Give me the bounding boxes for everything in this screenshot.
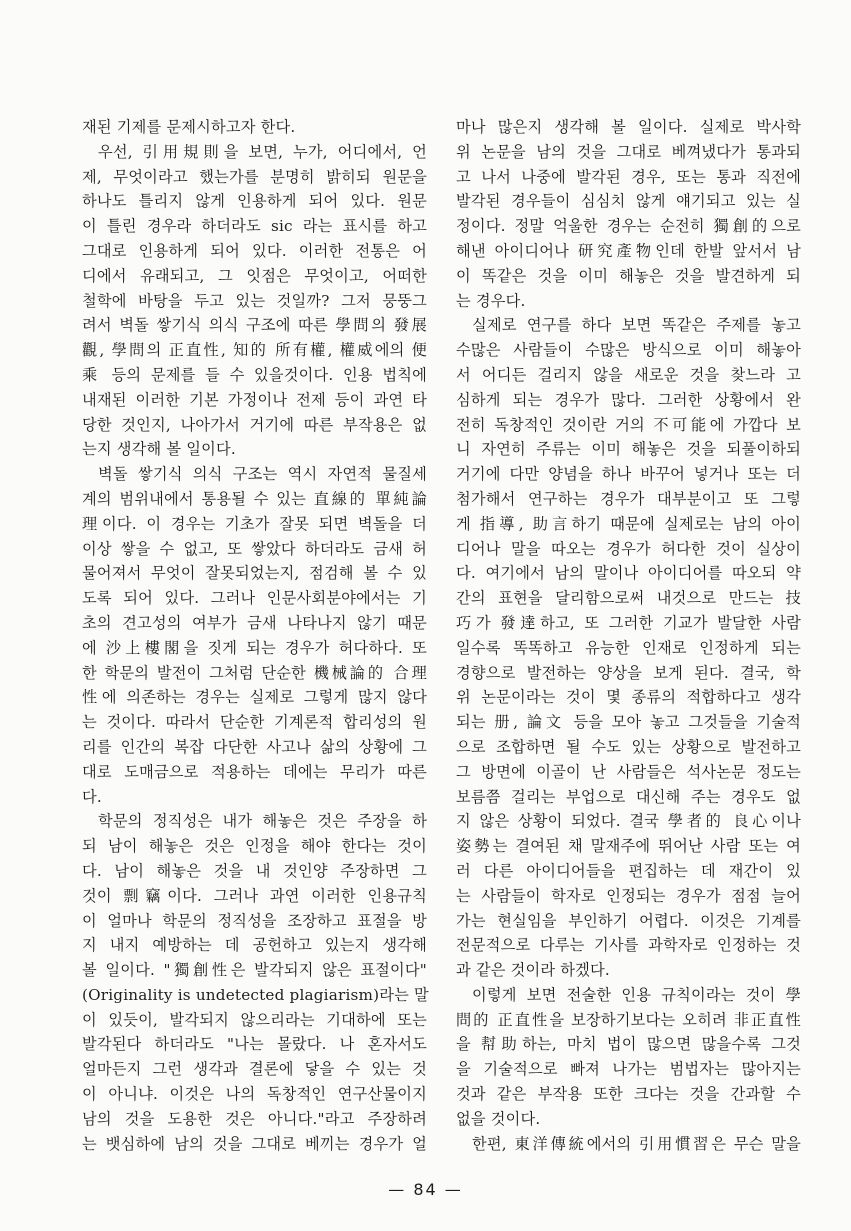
text-line: 간의 표현을 달리함으로써 내것으로 만드는 技 bbox=[456, 589, 801, 608]
text-line: 내재된 이러한 기본 가정이나 전제 등이 과연 타 bbox=[82, 390, 427, 409]
text-line: 수많은 사람들이 수많은 방식으로 이미 해놓아 bbox=[456, 341, 801, 360]
text-line: 가는 현실임을 부인하기 어렵다. 이것은 기계를 bbox=[456, 911, 801, 930]
text-line: 되 남이 해놓은 것은 인정을 해야 한다는 것이 bbox=[82, 837, 427, 856]
text-line: 으로 조합하면 될 수도 있는 상황으로 발전하고 bbox=[456, 737, 801, 756]
text-line: 는 것이다. 따라서 단순한 기계론적 합리성의 원 bbox=[82, 713, 427, 732]
text-line: 을 幇助하는, 마치 법이 많으면 많을수록 그것 bbox=[456, 1035, 801, 1054]
text-line: 남의 것을 도용한 것은 아니다."라고 주장하려 bbox=[82, 1109, 427, 1128]
text-line: 이 똑같은 것을 이미 해놓은 것을 발견하게 되 bbox=[456, 266, 801, 285]
text-line: 그 방면에 이골이 난 사람들은 석사논문 정도는 bbox=[456, 762, 801, 781]
text-line: 한 학문의 발전이 그처럼 단순한 機械論的 合理 bbox=[82, 663, 427, 682]
text-line: 理이다. 이 경우는 기초가 잘못 되면 벽돌을 더 bbox=[82, 514, 427, 533]
text-line: 는 경우다. bbox=[456, 291, 526, 310]
text-line: 우선, 引用規則을 보면, 누가, 어디에서, 언 bbox=[98, 142, 427, 161]
text-line: 을 기술적으로 빠져 나가는 범법자는 많아지는 bbox=[456, 1060, 801, 1079]
text-line: 첨가해서 연구하는 경우가 대부분이고 또 그렇 bbox=[456, 489, 801, 508]
text-line: 벽돌 쌓기식 의식 구조는 역시 자연적 물질세 bbox=[98, 465, 427, 484]
text-line: 되는 册, 論文 등을 모아 놓고 그것들을 기술적 bbox=[456, 713, 801, 732]
text-line: (Originality is undetected plagiarism)라는 말 bbox=[82, 985, 429, 1004]
text-line: 당한 것인지, 나아가서 거기에 따른 부작용은 없 bbox=[82, 415, 427, 434]
text-line: 볼 일이다. "獨創性은 발각되지 않은 표절이다" bbox=[82, 961, 427, 980]
right-text-column bbox=[456, 115, 801, 1156]
text-line: 姿勢는 결여된 채 말재주에 뛰어난 사람 또는 여 bbox=[456, 837, 801, 856]
text-line: 고 나서 나중에 발각된 경우, 또는 통과 직전에 bbox=[456, 167, 801, 186]
text-line: 는 사람들이 학자로 인정되는 경우가 점점 늘어 bbox=[456, 886, 801, 905]
text-line: 려서 벽돌 쌓기식 의식 구조에 따른 學問의 發展 bbox=[82, 316, 427, 335]
text-line: 물어져서 무엇이 잘못되었는지, 점검해 볼 수 있 bbox=[82, 564, 427, 583]
text-line: 問的 正直性을 보장하기보다는 오히려 非正直性 bbox=[456, 1010, 801, 1029]
text-line: 서 어디든 걸리지 않을 새로운 것을 찾느라 고 bbox=[456, 365, 801, 384]
text-line: 한편, 東洋傳統에서의 引用慣習은 무슨 말을 bbox=[472, 1134, 801, 1153]
text-line: 이렇게 보면 전술한 인용 규칙이라는 것이 學 bbox=[472, 985, 801, 1004]
text-line: 게 指導, 助言하기 때문에 실제로는 남의 아이 bbox=[456, 514, 801, 533]
text-line: 거기에 다만 양념을 하나 바꾸어 넣거나 또는 더 bbox=[456, 465, 801, 484]
text-line: 것이 剽竊이다. 그러나 과연 이러한 인용규칙 bbox=[82, 886, 427, 905]
text-line: 얼마든지 그런 생각과 결론에 닿을 수 있는 것 bbox=[82, 1060, 427, 1079]
text-line: 디어나 말을 따오는 경우가 허다한 것이 실상이 bbox=[456, 539, 801, 558]
text-line: 하나도 틀리지 않게 인용하게 되어 있다. 원문 bbox=[82, 192, 427, 211]
text-line: 전히 독창적인 것이란 거의 不可能에 가깝다 보 bbox=[456, 415, 801, 434]
text-line: 없을 것이다. bbox=[456, 1109, 541, 1128]
text-line: 디에서 유래되고, 그 잇점은 무엇이고, 어떠한 bbox=[82, 266, 427, 285]
text-line: 러 다른 아이디어들을 편집하는 데 재간이 있 bbox=[456, 861, 801, 880]
text-line: 도록 되어 있다. 그러나 인문사회분야에서는 기 bbox=[82, 589, 427, 608]
text-line: 대로 도매금으로 적용하는 데에는 무리가 따른 bbox=[82, 762, 427, 781]
text-line: 발각된 경우들이 심심치 않게 얘기되고 있는 실 bbox=[456, 192, 801, 211]
text-line: 초의 견고성의 여부가 금새 나타나지 않기 때문 bbox=[82, 613, 427, 632]
text-line: 일수록 똑똑하고 유능한 인재로 인정하게 되는 bbox=[456, 638, 801, 657]
text-line: 이상 쌓을 수 없고, 또 쌓았다 하더라도 금새 허 bbox=[82, 539, 427, 558]
text-line: 철학에 바탕을 두고 있는 것일까? 그저 뭉뚱그 bbox=[82, 291, 427, 310]
text-line: 乘 등의 문제를 들 수 있을것이다. 인용 법칙에 bbox=[82, 365, 427, 384]
text-line: 것과 같은 부작용 또한 크다는 것을 간과할 수 bbox=[456, 1085, 801, 1104]
text-line: 정이다. 정말 억울한 경우는 순전히 獨創的으로 bbox=[456, 217, 801, 236]
text-line: 그대로 인용하게 되어 있다. 이러한 전통은 어 bbox=[82, 241, 427, 260]
left-text-column bbox=[82, 115, 427, 1156]
text-line: 性에 의존하는 경우는 실제로 그렇게 많지 않다 bbox=[82, 688, 427, 707]
text-line: 보름쯤 걸리는 부업으로 대신해 주는 경우도 없 bbox=[456, 787, 801, 806]
text-line: 지 내지 예방하는 데 공헌하고 있는지 생각해 bbox=[82, 936, 427, 955]
text-line: 다. 남이 해놓은 것을 내 것인양 주장하면 그 bbox=[82, 861, 427, 880]
text-line: 이 얼마나 학문의 정직성을 조장하고 표절을 방 bbox=[82, 911, 427, 930]
text-line: 마나 많은지 생각해 볼 일이다. 실제로 박사학 bbox=[456, 118, 801, 136]
text-line: 위 논문이라는 것이 몇 종류의 적합하다고 생각 bbox=[456, 688, 801, 707]
text-line: 이 틀린 경우라 하더라도 sic 라는 표시를 하고 bbox=[82, 217, 427, 236]
text-line: 위 논문을 남의 것을 그대로 베껴냈다가 통과되 bbox=[456, 142, 801, 161]
text-line: 리를 인간의 복잡 다단한 사고나 삶의 상황에 그 bbox=[82, 737, 427, 756]
text-line: 학문의 정직성은 내가 해놓은 것은 주장을 하 bbox=[98, 812, 427, 831]
text-line: 전문적으로 다루는 기사를 과학자로 인정하는 것 bbox=[456, 936, 801, 955]
text-line: 경향으로 발전하는 양상을 보게 된다. 결국, 학 bbox=[456, 663, 801, 682]
text-line: 에 沙上樓閣을 짓게 되는 경우가 허다하다. 또 bbox=[82, 638, 427, 657]
text-line: 이 아니냐. 이것은 나의 독창적인 연구산물이지 bbox=[82, 1085, 427, 1104]
text-line: 는지 생각해 볼 일이다. bbox=[82, 440, 236, 459]
text-line: 지 않은 상황이 되었다. 결국 學者的 良心이나 bbox=[456, 812, 801, 831]
text-line: 재된 기제를 문제시하고자 한다. bbox=[82, 118, 296, 136]
text-line: 巧가 發達하고, 또 그러한 기교가 발달한 사람 bbox=[456, 613, 801, 632]
text-line: 실제로 연구를 하다 보면 똑같은 주제를 놓고 bbox=[472, 316, 801, 335]
text-line: 니 자연히 주류는 이미 해놓은 것을 되풀이하되 bbox=[456, 440, 801, 459]
text-line: 해낸 아이디어나 研究產物인데 한발 앞서서 남 bbox=[456, 241, 801, 260]
page-number: — 84 — bbox=[388, 1180, 463, 1199]
text-line: 계의 범위내에서 통용될 수 있는 直線的 單純論 bbox=[82, 489, 427, 508]
text-line: 觀, 學問의 正直性, 知的 所有權, 權威에의 便 bbox=[82, 341, 427, 360]
text-line: 이 있듯이, 발각되지 않으리라는 기대하에 또는 bbox=[82, 1010, 427, 1029]
text-line: 는 뱃심하에 남의 것을 그대로 베끼는 경우가 얼 bbox=[82, 1134, 427, 1153]
text-line: 다. bbox=[82, 787, 102, 806]
text-line: 제, 무엇이라고 했는가를 분명히 밝히되 원문을 bbox=[82, 167, 427, 186]
text-line: 심하게 되는 경우가 많다. 그러한 상황에서 완 bbox=[456, 390, 801, 409]
text-line: 발각된다 하더라도 "나는 몰랐다. 나 혼자서도 bbox=[82, 1035, 427, 1054]
text-line: 다. 여기에서 남의 말이나 아이디어를 따오되 약 bbox=[456, 564, 801, 583]
text-line: 과 같은 것이라 하겠다. bbox=[456, 961, 610, 980]
